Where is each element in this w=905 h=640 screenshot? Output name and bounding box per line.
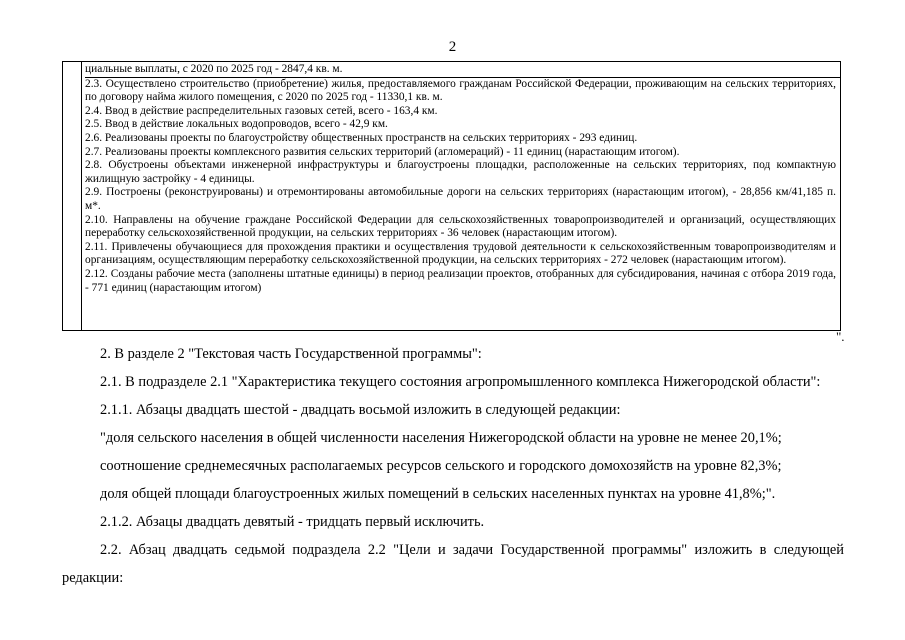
table-cell	[85, 63, 836, 295]
table-item: 2.12. Созданы рабочие места (заполнены штатные единицы) в период реализации проектов, отобранных для субсидирования, начиная с отбора 2019 года, - 771 единиц (нарастающим итогом)	[85, 267, 836, 294]
paragraph: 2.1.2. Абзацы двадцать девятый - тридцать первый исключить.	[100, 514, 485, 530]
closing-quote: ".	[836, 329, 845, 344]
table-item: 2.5. Ввод в действие локальных водопроводов, всего - 42,9 км.	[85, 118, 388, 131]
table-item: 2.3. Осуществлено строительство (приобретение) жилья, предоставляемого гражданам Российской Федерации, проживающим на сельских территориях, по договору найма жилого помещения, с 2020 по 2025 год - 11330,1 кв. м.	[85, 77, 836, 104]
table-item: 2.4. Ввод в действие распределительных газовых сетей, всего - 163,4 км.	[85, 104, 438, 117]
table-left-column	[63, 62, 82, 330]
paragraph: 2.2. Абзац двадцать седьмой подраздела 2.2 "Цели и задачи Государственной программы" изложить в следующей редакции:	[62, 542, 844, 586]
paragraph: "доля сельского населения в общей численности населения Нижегородской области на уровне не менее 20,1%;	[100, 430, 782, 446]
table-item: 2.8. Обустроены объектами инженерной инфраструктуры и благоустроены площадки, расположенные на сельских территориях, под компактную жилищную застройку - 4 единицы.	[85, 159, 836, 185]
table-item: 2.7. Реализованы проекты комплексного развития сельских территорий (агломераций) - 11 единиц (нарастающим итогом).	[85, 145, 680, 158]
paragraph: 2.1.1. Абзацы двадцать шестой - двадцать восьмой изложить в следующей редакции:	[100, 402, 621, 418]
paragraph: 2. В разделе 2 "Текстовая часть Государственной программы":	[100, 346, 482, 362]
paragraph: доля общей площади благоустроенных жилых помещений в сельских населенных пунктах на уровне 41,8%;".	[100, 486, 776, 502]
table-item: 2.9. Построены (реконструированы) и отремонтированы автомобильные дороги на сельских территориях (нарастающим итогом), - 28,856 км/41,185 п. м*.	[85, 186, 836, 212]
document-body	[62, 340, 844, 592]
paragraph: 2.1. В подразделе 2.1 "Характеристика текущего состояния агропромышленного комплекса Нижегородской области":	[100, 374, 821, 390]
paragraph: соотношение среднемесячных располагаемых ресурсов сельского и городского домохозяйств на уровне 82,3%;	[100, 458, 782, 474]
table-item: 2.11. Привлечены обучающиеся для прохождения практики и осуществления трудовой деятельности к сельскохозяйственным товаропроизводителям и организациям, осуществляющим переработку сельскохозяйственной продукции, на сельских территориях - 272 человек (нарастающим итогом).	[85, 240, 836, 267]
page-number: 2	[448, 39, 457, 55]
table-item: 2.10. Направлены на обучение граждане Российской Федерации для сельскохозяйственных товаропроизводителей и организаций, осуществляющих переработку сельскохозяйственной продукции, на сельских территориях - 36 человек (нарастающим итогом).	[85, 213, 836, 240]
indicators-table	[62, 61, 841, 331]
table-item: циальные выплаты, с 2020 по 2025 год - 2847,4 кв. м.	[85, 63, 840, 78]
table-item: 2.6. Реализованы проекты по благоустройству общественных пространств на сельских территориях - 293 единиц.	[85, 131, 638, 144]
